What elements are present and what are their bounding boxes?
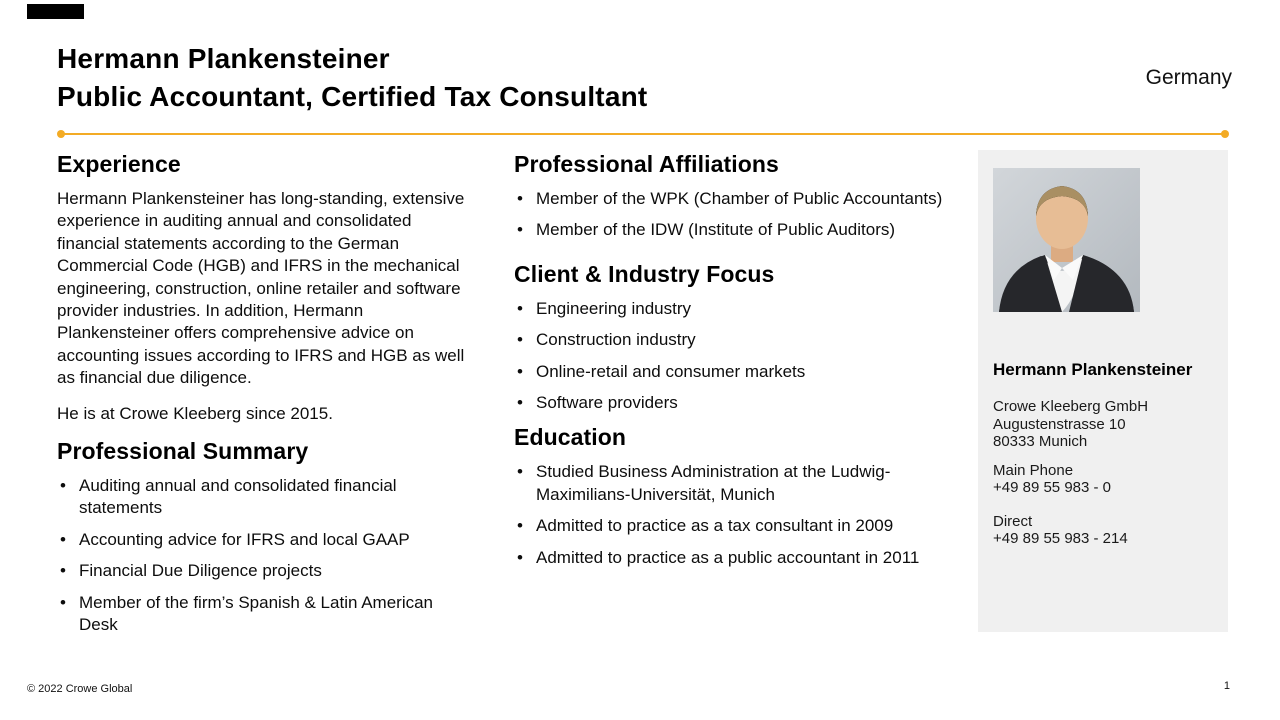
experience-paragraph: Hermann Plankensteiner has long-standing, extensive experience in auditing annual and consolidated financial statements according to the German Commercial Code (HGB) and IFRS in the mechanical engineering, construction, online retailer and software provider industries. In addition, Hermann Plankensteiner offers comprehensive advice on accounting issues according to IFRS and HGB as well as financial due diligence. <box>57 189 465 388</box>
main-phone-group <box>993 462 1213 497</box>
divider-dot-right <box>1221 130 1229 138</box>
list-item: • Admitted to practice as a tax consultant in 2009 <box>514 515 951 537</box>
card-name: Hermann Plankensteiner <box>993 360 1193 379</box>
experience-heading: Experience <box>57 151 181 177</box>
list-item: • Accounting advice for IFRS and local GAAP <box>57 529 475 551</box>
page-title <box>57 40 647 116</box>
footer-copyright: © 2022 Crowe Global <box>27 683 133 695</box>
list-item: • Member of the IDW (Institute of Public Auditors) <box>514 219 951 241</box>
address-line: Crowe Kleeberg GmbH <box>993 398 1149 415</box>
tenure-note: He is at Crowe Kleeberg since 2015. <box>57 403 333 423</box>
professional-affiliations-heading: Professional Affiliations <box>514 151 779 177</box>
main-phone-number: +49 89 55 983 - 0 <box>993 479 1112 496</box>
title-line-1: Hermann Plankensteiner <box>57 43 390 74</box>
address-line: 80333 Munich <box>993 433 1088 450</box>
direct-phone-label: Direct <box>993 512 1033 530</box>
list-item: • Auditing annual and consolidated financial statements <box>57 475 475 520</box>
list-item: • Construction industry <box>514 329 951 351</box>
list-item: • Engineering industry <box>514 298 951 320</box>
professional-summary-heading: Professional Summary <box>57 438 309 465</box>
title-divider <box>57 130 1229 138</box>
direct-phone-number: +49 89 55 983 - 214 <box>993 530 1128 547</box>
profile-card <box>978 150 1228 632</box>
page-number: 1 <box>1223 680 1230 692</box>
list-item: • Software providers <box>514 392 951 414</box>
client-industry-focus-list <box>514 298 951 415</box>
education-heading: Education <box>514 424 627 451</box>
list-item: • Member of the firm’s Spanish & Latin American Desk <box>57 592 475 637</box>
portrait-photo <box>993 168 1140 312</box>
logo-mark <box>27 4 84 19</box>
region-label: Germany <box>1145 66 1232 89</box>
title-line-2: Public Accountant, Certified Tax Consultant <box>57 81 648 112</box>
card-address <box>993 398 1213 451</box>
list-item: • Member of the WPK (Chamber of Public Accountants) <box>514 188 951 210</box>
list-item: • Studied Business Administration at the Ludwig-Maximilians-Universität, Munich <box>514 461 951 506</box>
divider-line <box>60 133 1226 135</box>
list-item: • Admitted to practice as a public accountant in 2011 <box>514 547 951 569</box>
client-industry-focus-heading: Client & Industry Focus <box>514 260 775 287</box>
main-phone-label: Main Phone <box>993 461 1074 479</box>
professional-summary-list <box>57 475 475 636</box>
list-item: • Online-retail and consumer markets <box>514 361 951 383</box>
middle-column <box>514 150 951 578</box>
professional-affiliations-list <box>514 188 951 242</box>
list-item: • Financial Due Diligence projects <box>57 560 475 582</box>
education-list <box>514 461 951 569</box>
left-column <box>57 150 475 646</box>
address-line: Augustenstrasse 10 <box>993 415 1126 433</box>
direct-phone-group <box>993 513 1213 548</box>
